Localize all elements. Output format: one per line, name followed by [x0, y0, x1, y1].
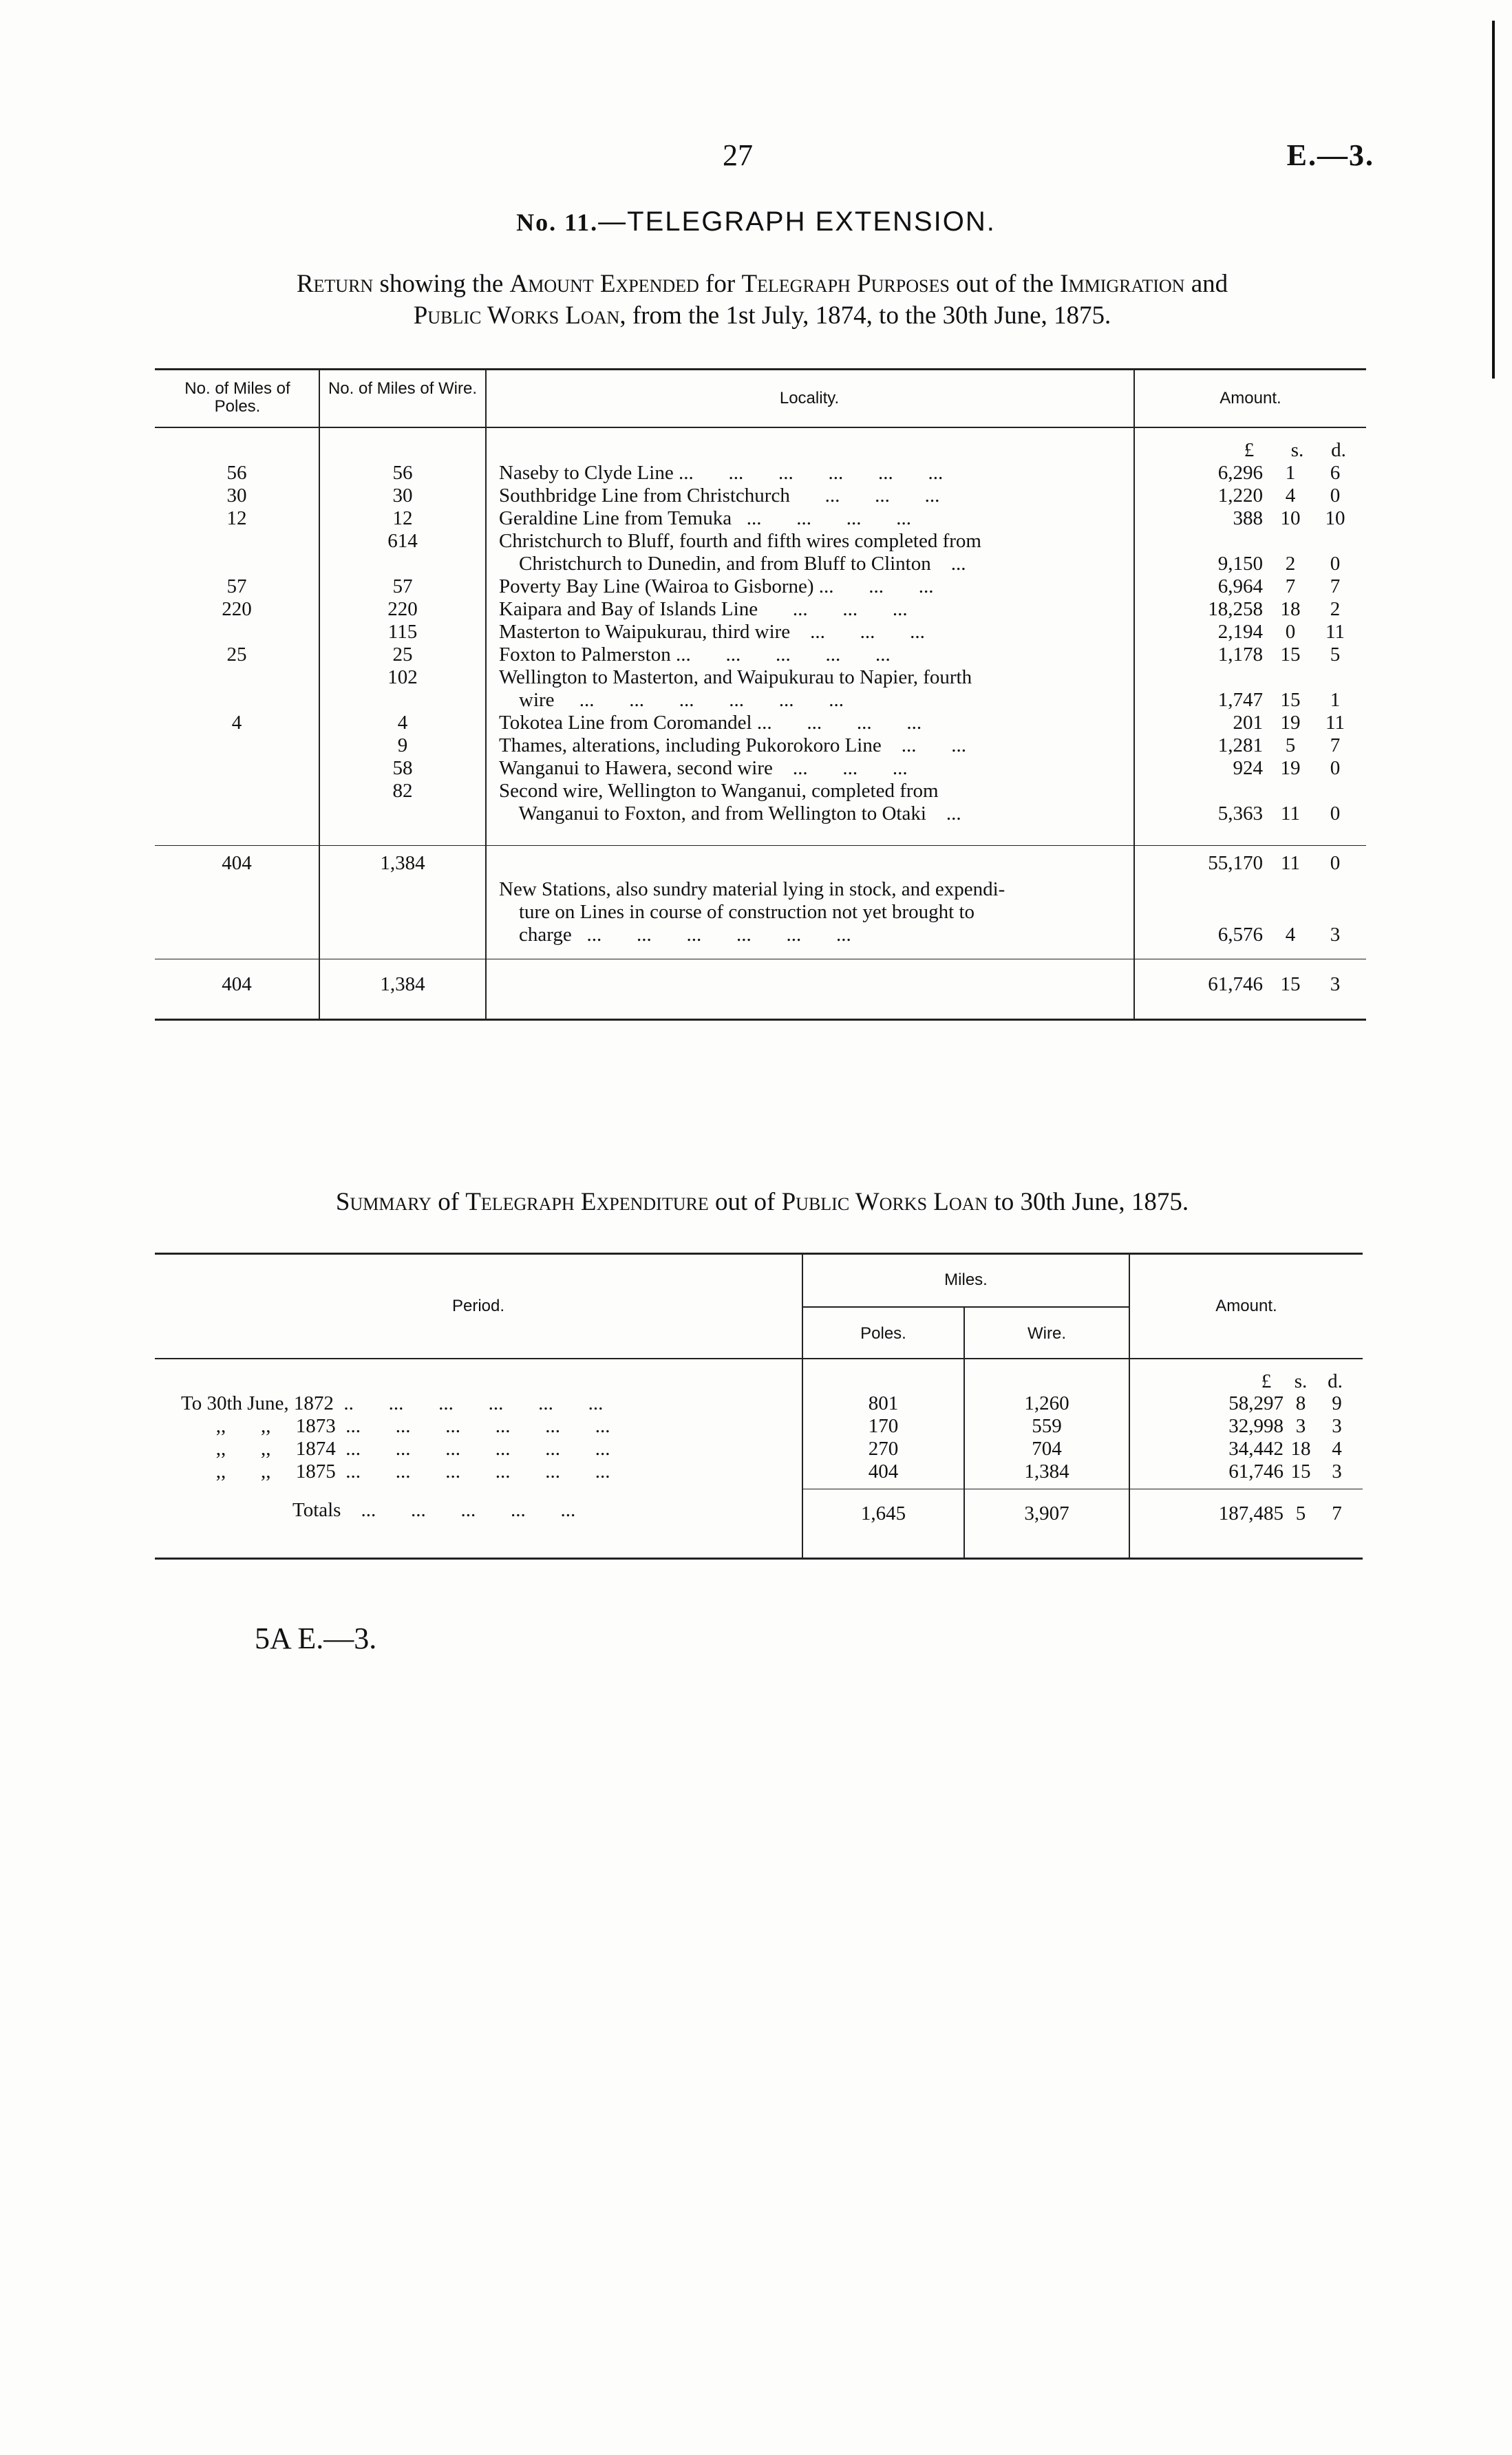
new-stations-line: New Stations, also sundry material lying in stock, and expendi- — [499, 878, 1005, 900]
wire-cell: 220 — [387, 598, 418, 620]
page-number: 27 — [723, 138, 753, 172]
amount-pence: 1 — [1330, 689, 1341, 711]
amount-pence: 0 — [1330, 803, 1341, 825]
amount-shillings: 0 — [1285, 621, 1296, 643]
return-title-part: Public Works Loan — [413, 301, 620, 330]
currency-shillings-symbol: s. — [1294, 1370, 1308, 1392]
amount-pounds: 6,296 — [1217, 462, 1263, 484]
amount-pounds: 61,746 — [1228, 1460, 1284, 1482]
amount-shillings: 18 — [1280, 598, 1301, 620]
amount-pence: 11 — [1325, 712, 1345, 734]
wire-cell: 102 — [387, 666, 418, 688]
amount-pounds: 34,442 — [1228, 1438, 1284, 1460]
total-poles: 404 — [222, 973, 252, 995]
header-wire: Wire. — [1027, 1324, 1066, 1343]
amount-shillings: 5 — [1285, 734, 1296, 756]
locality-line: Wellington to Masterton, and Waipukurau to Napier, fourth — [499, 666, 972, 688]
amount-pence: 4 — [1332, 1438, 1342, 1460]
totals-label: Totals ... ... ... ... ... — [292, 1499, 576, 1521]
totals-shillings: 5 — [1295, 1502, 1306, 1524]
amount-pence: 9 — [1332, 1392, 1342, 1414]
poles-cell: 220 — [222, 598, 252, 620]
totals-pence: 7 — [1332, 1502, 1342, 1524]
return-title-part: out of the — [949, 270, 1061, 298]
amount-pounds: 58,297 — [1228, 1392, 1284, 1414]
poles-cell: 4 — [231, 712, 242, 734]
amount-pounds: 1,747 — [1217, 689, 1263, 711]
amount-pence: 7 — [1330, 575, 1341, 597]
locality-line: Christchurch to Dunedin, and from Bluff to Clinton ... — [499, 553, 966, 575]
amount-shillings: 19 — [1280, 712, 1301, 734]
amount-pounds: 1,220 — [1217, 485, 1263, 507]
currency-pounds-symbol: £ — [1244, 439, 1255, 461]
return-title-part: Immigration — [1060, 270, 1185, 298]
period-cell: ,, ,, 1875 ... ... ... ... ... ... — [181, 1460, 610, 1482]
wire-cell: 25 — [392, 644, 413, 666]
wire-cell: 4 — [397, 712, 408, 734]
subtotal-pence: 0 — [1330, 852, 1341, 874]
currency-pence-symbol: d. — [1331, 439, 1346, 461]
header-rule — [155, 1358, 1363, 1359]
new-stations-shillings: 4 — [1285, 924, 1296, 946]
amount-shillings: 2 — [1285, 553, 1296, 575]
column-divider — [485, 370, 487, 1019]
currency-shillings-symbol: s. — [1290, 439, 1304, 461]
amount-pounds: 6,964 — [1217, 575, 1263, 597]
section-title: —TELEGRAPH EXTENSION. — [598, 206, 996, 237]
amount-pence: 11 — [1325, 621, 1345, 643]
amount-pounds: 388 — [1233, 507, 1263, 529]
poles-cell: 801 — [868, 1392, 899, 1414]
return-title-word: Return — [296, 270, 374, 298]
locality-line: Wanganui to Foxton, and from Wellington to Otaki ... — [499, 803, 961, 825]
poles-cell: 270 — [868, 1438, 899, 1460]
header-poles: No. of Miles of Poles. — [184, 379, 290, 416]
wire-cell: 1,384 — [1024, 1460, 1069, 1482]
locality-line: Kaipara and Bay of Islands Line ... ... ... — [499, 598, 908, 620]
column-divider — [1133, 370, 1135, 1019]
total-wire: 1,384 — [380, 973, 425, 995]
amount-shillings: 15 — [1290, 1460, 1311, 1482]
amount-pounds: 5,363 — [1217, 803, 1263, 825]
amount-pounds: 32,998 — [1228, 1415, 1284, 1437]
amount-pounds: 2,194 — [1217, 621, 1263, 643]
new-stations-line: charge ... ... ... ... ... ... — [499, 924, 851, 946]
locality-line: Tokotea Line from Coromandel ... ... ... ... — [499, 712, 922, 734]
wire-cell: 704 — [1032, 1438, 1062, 1460]
totals-pounds: 187,485 — [1218, 1502, 1284, 1524]
amount-pounds: 1,178 — [1217, 644, 1263, 666]
wire-cell: 58 — [392, 757, 413, 779]
return-title-part: showing the — [373, 270, 510, 298]
summary-title-part: to 30th June, 1875. — [988, 1188, 1189, 1216]
amount-shillings: 15 — [1280, 644, 1301, 666]
header-rule — [155, 427, 1366, 428]
wire-cell: 1,260 — [1024, 1392, 1069, 1414]
poles-cell: 25 — [226, 644, 247, 666]
amount-pence: 10 — [1325, 507, 1345, 529]
subtotal-poles: 404 — [222, 852, 252, 874]
amount-shillings: 11 — [1281, 803, 1300, 825]
amount-pounds: 9,150 — [1217, 553, 1263, 575]
period-cell: To 30th June, 1872 .. ... ... ... ... ... — [181, 1392, 604, 1414]
summary-title-part: Summary — [335, 1188, 432, 1216]
amount-pence: 3 — [1332, 1415, 1342, 1437]
summary-title-part: Public Works Loan — [781, 1188, 988, 1216]
new-stations-pence: 3 — [1330, 924, 1341, 946]
poles-cell: 56 — [226, 462, 247, 484]
wire-cell: 82 — [392, 780, 413, 802]
summary-title — [155, 1187, 1370, 1217]
amount-pence: 0 — [1330, 485, 1341, 507]
page-edge-mark — [1492, 21, 1495, 379]
period-cell: ,, ,, 1873 ... ... ... ... ... ... — [181, 1415, 610, 1437]
currency-pence-symbol: d. — [1328, 1370, 1343, 1392]
amount-shillings: 3 — [1295, 1415, 1306, 1437]
locality-line: Poverty Bay Line (Wairoa to Gisborne) ... ... ... — [499, 575, 934, 597]
amount-pence: 3 — [1332, 1460, 1342, 1482]
document-reference: E.—3. — [1286, 138, 1374, 172]
locality-line: Southbridge Line from Christchurch ... ... ... — [499, 485, 940, 507]
total-pence: 3 — [1330, 973, 1341, 995]
amount-shillings: 15 — [1280, 689, 1301, 711]
period-cell: ,, ,, 1874 ... ... ... ... ... ... — [181, 1438, 610, 1460]
amount-pounds: 18,258 — [1208, 598, 1263, 620]
subtotal-wire: 1,384 — [380, 852, 425, 874]
amount-pounds: 924 — [1233, 757, 1263, 779]
poles-cell: 57 — [226, 575, 247, 597]
return-title-part: Telegraph Purposes — [741, 270, 950, 298]
header-miles: Miles. — [944, 1271, 988, 1289]
miles-header-rule — [803, 1306, 1129, 1308]
return-title-part: Amount Expended — [509, 270, 699, 298]
summary-table — [155, 1253, 1363, 1560]
new-stations-pounds: 6,576 — [1217, 924, 1263, 946]
wire-cell: 57 — [392, 575, 413, 597]
locality-line: Wanganui to Hawera, second wire ... ... ... — [499, 757, 908, 779]
wire-cell: 30 — [392, 485, 413, 507]
header-amount: Amount. — [1215, 1297, 1277, 1315]
section-heading — [0, 206, 1512, 237]
locality-line: Foxton to Palmerston ... ... ... ... ... — [499, 644, 891, 666]
header-period: Period. — [451, 1297, 505, 1315]
poles-cell: 170 — [868, 1415, 899, 1437]
amount-shillings: 7 — [1285, 575, 1296, 597]
amount-shillings: 18 — [1290, 1438, 1311, 1460]
amount-shillings: 8 — [1295, 1392, 1306, 1414]
header-amount: Amount. — [1220, 389, 1281, 407]
section-number: No. 11. — [516, 209, 599, 236]
amount-shillings: 1 — [1285, 462, 1296, 484]
locality-line: Naseby to Clyde Line ... ... ... ... ... ... — [499, 462, 944, 484]
locality-line: Geraldine Line from Temuka ... ... ... ... — [499, 507, 912, 529]
amount-pounds: 1,281 — [1217, 734, 1263, 756]
poles-cell: 404 — [868, 1460, 899, 1482]
total-shillings: 15 — [1280, 973, 1301, 995]
new-stations-line: ture on Lines in course of construction not yet brought to — [499, 901, 975, 923]
amount-pence: 6 — [1330, 462, 1341, 484]
header-wire: No. of Miles of Wire. — [328, 379, 478, 398]
amount-pence: 7 — [1330, 734, 1341, 756]
wire-cell: 12 — [392, 507, 413, 529]
amount-pence: 5 — [1330, 644, 1341, 666]
locality-line: Second wire, Wellington to Wanganui, completed from — [499, 780, 939, 802]
wire-cell: 614 — [387, 530, 418, 552]
currency-pounds-symbol: £ — [1261, 1370, 1272, 1392]
subtotal-pounds: 55,170 — [1208, 852, 1263, 874]
locality-line: Thames, alterations, including Pukorokoro Line ... ... — [499, 734, 966, 756]
subtotal-rule — [155, 845, 1366, 846]
summary-title-part: Telegraph Expenditure — [465, 1188, 709, 1216]
wire-cell: 9 — [397, 734, 408, 756]
total-pounds: 61,746 — [1208, 973, 1263, 995]
poles-cell: 30 — [226, 485, 247, 507]
wire-cell: 56 — [392, 462, 413, 484]
subtotal-shillings: 11 — [1281, 852, 1300, 874]
amount-pence: 0 — [1330, 553, 1341, 575]
amount-shillings: 19 — [1280, 757, 1301, 779]
amount-pounds: 201 — [1233, 712, 1263, 734]
amount-pence: 2 — [1330, 598, 1341, 620]
locality-line: wire ... ... ... ... ... ... — [499, 689, 844, 711]
totals-wire: 3,907 — [1024, 1502, 1069, 1524]
footer-reference: 5A E.—3. — [255, 1622, 377, 1655]
telegraph-return-table — [155, 368, 1366, 1021]
amount-shillings: 4 — [1285, 485, 1296, 507]
return-title-part: , from the 1st July, 1874, to the 30th June, 1875. — [619, 301, 1111, 330]
amount-shillings: 10 — [1280, 507, 1301, 529]
locality-line: Christchurch to Bluff, fourth and fifth wires completed from — [499, 530, 981, 552]
totals-poles: 1,645 — [860, 1502, 906, 1524]
header-poles: Poles. — [860, 1324, 906, 1343]
header-locality: Locality. — [779, 389, 840, 407]
locality-line: Masterton to Waipukurau, third wire ... ... ... — [499, 621, 925, 643]
return-title-part: and — [1184, 270, 1228, 298]
return-title-part: for — [699, 270, 742, 298]
summary-title-part: of — [431, 1188, 466, 1216]
wire-cell: 559 — [1032, 1415, 1062, 1437]
poles-cell: 12 — [226, 507, 247, 529]
wire-cell: 115 — [387, 621, 418, 643]
return-title — [155, 268, 1370, 332]
amount-pence: 0 — [1330, 757, 1341, 779]
summary-title-part: out of — [708, 1188, 782, 1216]
